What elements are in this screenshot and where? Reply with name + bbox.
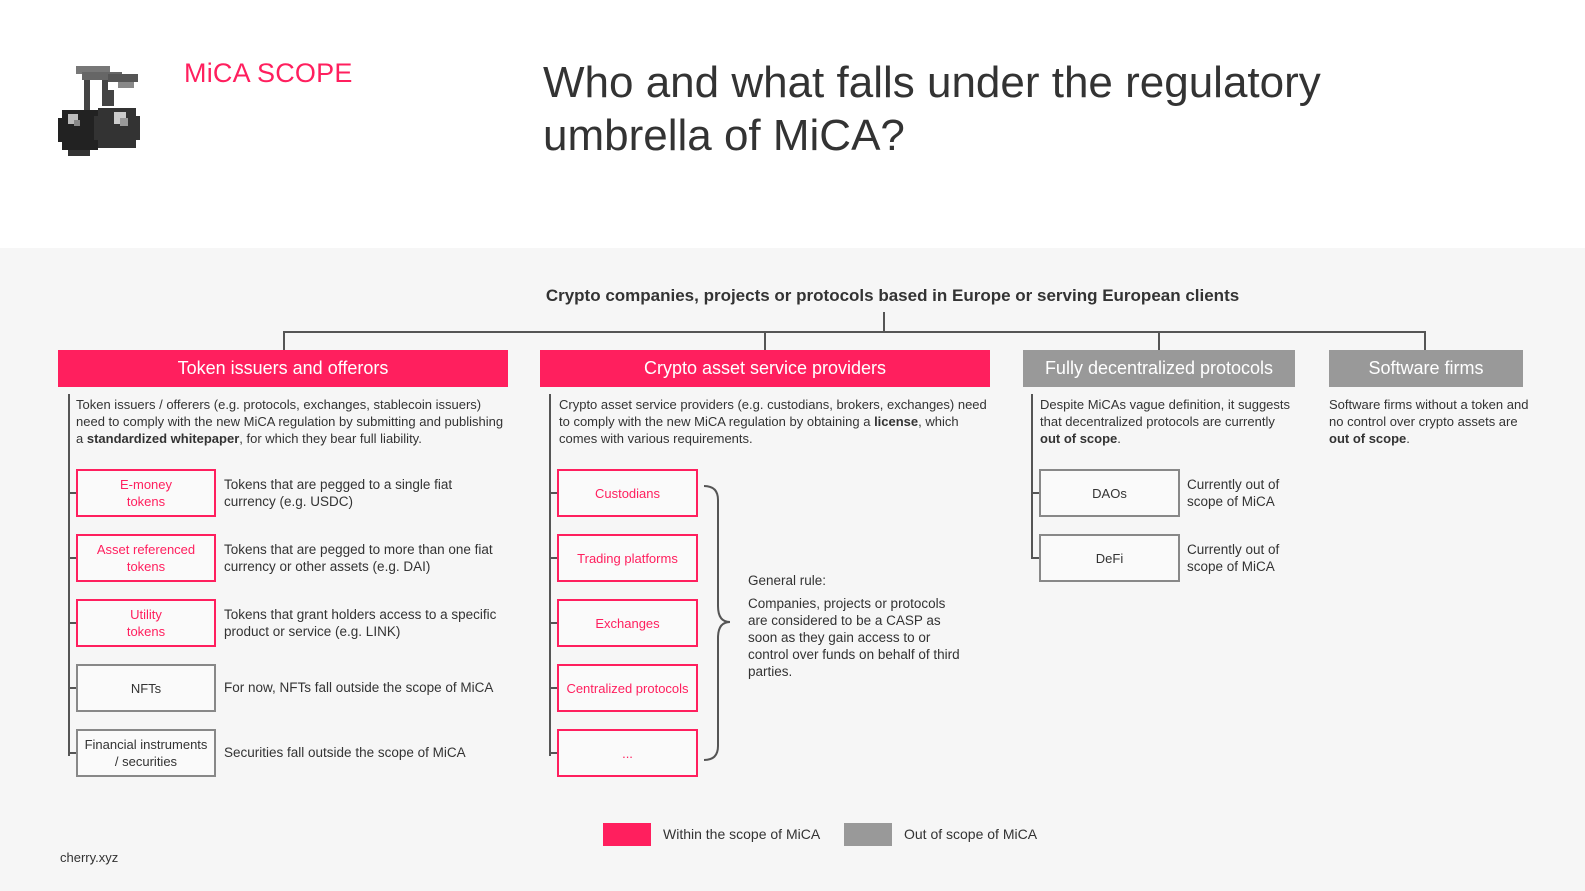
category-decentralized-protocols: Fully decentralized protocols bbox=[1023, 350, 1295, 387]
general-rule-text: Companies, projects or protocols are considered to be a CASP as soon as they gain access to or control over funds on behalf of third parties. bbox=[748, 596, 960, 679]
page-title-line-2: umbrella of MiCA? bbox=[543, 111, 905, 160]
category-decentralized-desc: Despite MiCAs vague definition, it suggests that decentralized protocols are currently out of scope. bbox=[1040, 397, 1291, 446]
scope-box-exchanges: Exchanges bbox=[557, 599, 698, 647]
root-node: Crypto companies, projects or protocols based in Europe or serving European clients bbox=[545, 286, 1240, 305]
connector bbox=[68, 687, 76, 689]
scope-box-more: ... bbox=[557, 729, 698, 777]
legend-swatch-within bbox=[603, 823, 651, 846]
diagram-panel bbox=[0, 248, 1585, 891]
scope-box-utility-tokens: Utility tokens bbox=[76, 599, 216, 647]
connector bbox=[283, 331, 285, 350]
connector bbox=[764, 331, 766, 350]
scope-box-centralized-protocols: Centralized protocols bbox=[557, 664, 698, 712]
legend-label-out: Out of scope of MiCA bbox=[904, 826, 1038, 842]
connector bbox=[883, 312, 885, 332]
pixel-cherry-icon bbox=[58, 64, 148, 160]
page-title-line-1: Who and what falls under the regulatory bbox=[543, 58, 1321, 107]
connector bbox=[283, 331, 1426, 333]
connector bbox=[68, 492, 76, 494]
legend-label-within: Within the scope of MiCA bbox=[663, 826, 821, 842]
connector bbox=[68, 752, 76, 754]
connector bbox=[549, 622, 557, 624]
category-software-firms-desc: Software firms without a token and no control over crypto assets are out of scope. bbox=[1329, 397, 1529, 446]
legend-swatch-out bbox=[844, 823, 892, 846]
connector bbox=[1031, 394, 1033, 559]
connector bbox=[549, 752, 557, 754]
scope-box-defi: DeFi bbox=[1039, 534, 1180, 582]
general-rule-title: General rule: bbox=[748, 573, 827, 588]
note-asset-referenced-tokens: Tokens that are pegged to more than one fiat currency or other assets (e.g. DAI) bbox=[224, 542, 493, 574]
connector bbox=[1031, 557, 1039, 559]
note-daos: Currently out of scope of MiCA bbox=[1187, 477, 1280, 509]
note-e-money-tokens: Tokens that are pegged to a single fiat currency (e.g. USDC) bbox=[224, 477, 453, 509]
scope-box-nfts: NFTs bbox=[76, 664, 216, 712]
connector bbox=[68, 557, 76, 559]
note-financial-instruments: Securities fall outside the scope of MiCA bbox=[224, 745, 466, 760]
brace bbox=[700, 484, 740, 764]
category-software-firms: Software firms bbox=[1329, 350, 1523, 387]
connector bbox=[1158, 331, 1160, 350]
connector bbox=[549, 687, 557, 689]
category-casp-desc: Crypto asset service providers (e.g. custodians, brokers, exchanges) need to comply with the new MiCA regulation by obtaining a license, which comes with various requirements. bbox=[559, 397, 987, 446]
note-defi: Currently out of scope of MiCA bbox=[1187, 542, 1280, 574]
connector bbox=[549, 557, 557, 559]
category-token-issuers: Token issuers and offerors bbox=[58, 350, 508, 387]
scope-box-daos: DAOs bbox=[1039, 469, 1180, 517]
page-title bbox=[543, 56, 1443, 162]
note-nfts: For now, NFTs fall outside the scope of MiCA bbox=[224, 680, 494, 695]
category-token-issuers-desc: Token issuers / offerers (e.g. protocols, exchanges, stablecoin issuers) need to comply with the new MiCA regulation by submitting and publishing a standardized whitepaper, for which they bear full liability. bbox=[76, 397, 504, 446]
scope-box-custodians: Custodians bbox=[557, 469, 698, 517]
scope-box-trading-platforms: Trading platforms bbox=[557, 534, 698, 582]
scope-box-asset-referenced-tokens: Asset referenced tokens bbox=[76, 534, 216, 582]
connector bbox=[68, 622, 76, 624]
category-casp: Crypto asset service providers bbox=[540, 350, 990, 387]
scope-box-e-money-tokens: E-money tokens bbox=[76, 469, 216, 517]
connector bbox=[549, 492, 557, 494]
connector bbox=[1424, 331, 1426, 350]
footer-brand: cherry.xyz bbox=[60, 850, 119, 865]
connector bbox=[549, 394, 551, 756]
scope-box-financial-instruments: Financial instruments / securities bbox=[76, 729, 216, 777]
header bbox=[0, 0, 1585, 248]
connector bbox=[68, 394, 70, 756]
connector bbox=[1031, 492, 1039, 494]
note-utility-tokens: Tokens that grant holders access to a specific product or service (e.g. LINK) bbox=[224, 607, 497, 639]
kicker: MiCA SCOPE bbox=[184, 58, 353, 88]
